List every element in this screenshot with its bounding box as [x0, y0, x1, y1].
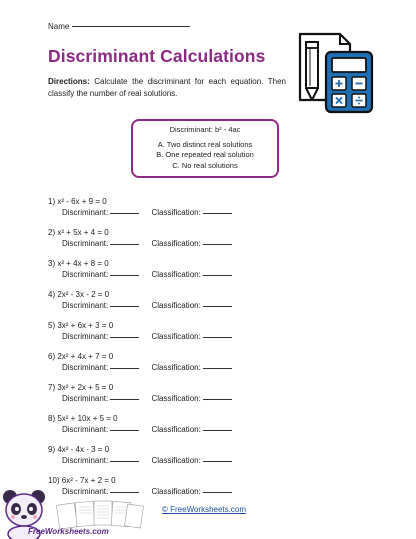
problem-item [48, 228, 348, 259]
discriminant-answer-blank[interactable] [110, 213, 139, 214]
problem-equation: 4) 2x² - 3x - 2 = 0 [48, 290, 110, 299]
discriminant-label: Discriminant: [62, 269, 109, 279]
problem-equation: 8) 5x² + 10x + 5 = 0 [48, 414, 118, 423]
problem-equation: 10) 6x² - 7x + 2 = 0 [48, 476, 116, 485]
discriminant-answer-blank[interactable] [110, 492, 139, 493]
classification-label: Classification: [151, 238, 201, 248]
discriminant-label: Discriminant: [62, 362, 109, 372]
page-title: Discriminant Calculations [48, 46, 266, 66]
directions-label: Directions: [48, 77, 90, 86]
option-a: A. Two distinct real solutions [157, 139, 253, 149]
classification-label: Classification: [151, 331, 201, 341]
problem-item [48, 352, 348, 383]
classification-label: Classification: [151, 269, 201, 279]
problem-item [48, 414, 348, 445]
classification-label: Classification: [151, 455, 201, 465]
classification-answer-blank[interactable] [203, 430, 232, 431]
name-label: Name [48, 22, 70, 31]
discriminant-answer-blank[interactable] [110, 275, 139, 276]
problem-equation: 6) 2x² + 4x + 7 = 0 [48, 352, 114, 361]
discriminant-answer-blank[interactable] [110, 430, 139, 431]
discriminant-box [131, 119, 279, 178]
name-blank[interactable] [72, 26, 190, 27]
discriminant-label: Discriminant: [62, 331, 109, 341]
problem-equation: 3) x² + 4x + 8 = 0 [48, 259, 109, 268]
discriminant-label: Discriminant: [62, 424, 109, 434]
discriminant-answer-blank[interactable] [110, 368, 139, 369]
problem-item [48, 383, 348, 414]
problem-item [48, 445, 348, 476]
classification-label: Classification: [151, 362, 201, 372]
discriminant-label: Discriminant: [62, 486, 109, 496]
option-c: C. No real solutions [172, 160, 238, 170]
classification-label: Classification: [151, 393, 201, 403]
problem-item [48, 197, 348, 228]
classification-answer-blank[interactable] [203, 337, 232, 338]
problem-equation: 2) x² + 5x + 4 = 0 [48, 228, 109, 237]
discriminant-formula: Discriminant: b² - 4ac [169, 125, 241, 134]
discriminant-answer-blank[interactable] [110, 461, 139, 462]
name-field[interactable] [48, 22, 190, 31]
problem-item [48, 290, 348, 321]
discriminant-answer-blank[interactable] [110, 244, 139, 245]
discriminant-label: Discriminant: [62, 455, 109, 465]
discriminant-label: Discriminant: [62, 207, 109, 217]
classification-answer-blank[interactable] [203, 244, 232, 245]
classification-label: Classification: [151, 424, 201, 434]
problem-equation: 5) 3x² + 6x + 3 = 0 [48, 321, 114, 330]
classification-answer-blank[interactable] [203, 306, 232, 307]
discriminant-answer-blank[interactable] [110, 337, 139, 338]
problem-equation: 7) 3x² + 2x + 5 = 0 [48, 383, 114, 392]
discriminant-answer-blank[interactable] [110, 306, 139, 307]
problem-list [48, 197, 348, 507]
worksheet-thumbnails-icon [56, 498, 144, 530]
footer-link[interactable]: © FreeWorksheets.com [162, 505, 246, 514]
directions [48, 76, 286, 99]
classification-answer-blank[interactable] [203, 368, 232, 369]
classification-answer-blank[interactable] [203, 213, 232, 214]
classification-answer-blank[interactable] [203, 492, 232, 493]
classification-label: Classification: [151, 300, 201, 310]
classification-answer-blank[interactable] [203, 399, 232, 400]
option-b: B. One repeated real solution [156, 150, 254, 159]
calculator-pencil-icon [292, 30, 378, 116]
discriminant-label: Discriminant: [62, 393, 109, 403]
classification-label: Classification: [151, 207, 201, 217]
problem-item [48, 259, 348, 290]
directions-text: Calculate the discriminant for each equation. Then classify the number of real solutions. [48, 77, 286, 98]
problem-equation: 9) 4x² - 4x - 3 = 0 [48, 445, 110, 454]
classification-answer-blank[interactable] [203, 461, 232, 462]
classification-label: Classification: [151, 486, 201, 496]
problem-equation: 1) x² - 6x + 9 = 0 [48, 197, 107, 206]
classification-answer-blank[interactable] [203, 275, 232, 276]
logo-text: FreeWorksheets.com [28, 527, 109, 536]
discriminant-label: Discriminant: [62, 238, 109, 248]
problem-item [48, 321, 348, 352]
discriminant-answer-blank[interactable] [110, 399, 139, 400]
discriminant-label: Discriminant: [62, 300, 109, 310]
